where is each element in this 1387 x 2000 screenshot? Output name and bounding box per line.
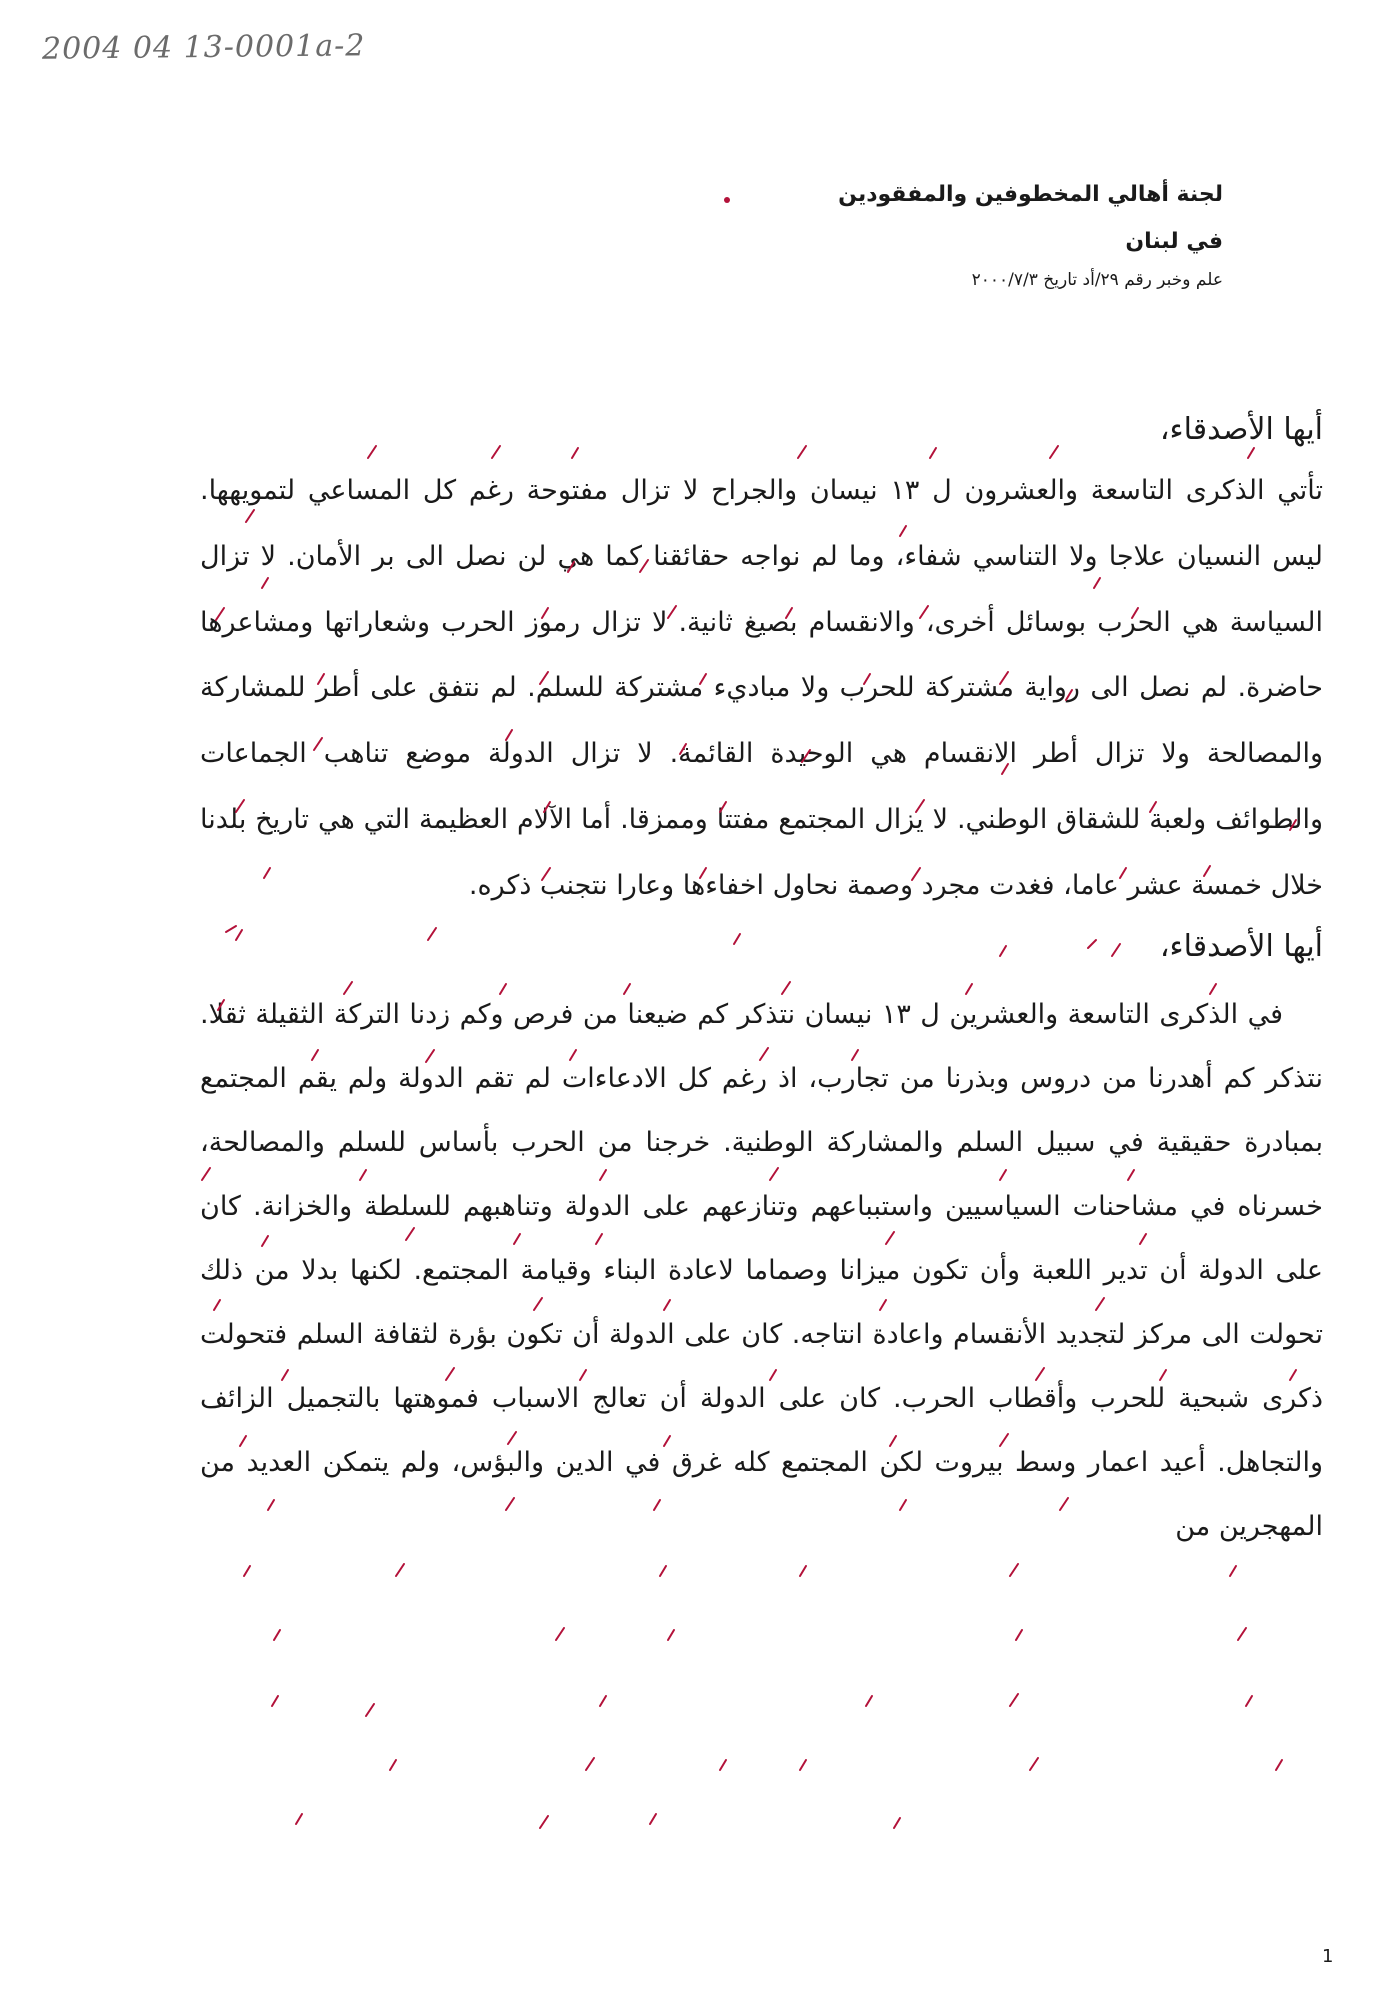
handwritten-archive-id: 2004 04 13-0001a-2 <box>41 28 366 67</box>
red-ink-dot <box>724 197 730 203</box>
page-number: 1 <box>1322 1946 1334 1967</box>
letterhead <box>838 182 1223 290</box>
organization-name: لجنة أهالي المخطوفين والمفقودين <box>838 182 1223 207</box>
paragraph-first: تأتي الذكرى التاسعة والعشرون ل ١٣ نيسان والجراح لا تزال مفتوحة رغم كل المساعي لتمويهها. ليس النسيان علاجا ولا التناسي شفاء، وما لم نواجه حقائقنا كما هي لن نصل الى بر الأمان. لا تزال السياسة هي الحرب بوسائل أخرى، والانقسام بصيغ ثانية. لا تزال رموز الحرب وشعاراتها ومشاعرها حاضرة. لم نصل الى رواية مشتركة للحرب ولا مباديء مشتركة للسلم. لم نتفق على أطر للمشاركة والمصالحة ولا تزال أطر الانقسام هي الوحيدة القائمة. لا تزال الدولة موضع تناهب الجماعات والطوائف ولعبة للشقاق الوطني. لا يزال المجتمع مفتتا وممزقا. أما الآلام العظيمة التي هي تاريخ بلدنا خلال خمسة عشر عاما، فغدت مجرد وصمة نحاول اخفاءها وعارا نتجنب ذكره. <box>200 475 1323 901</box>
salutation-second: أيها الأصدقاء، <box>1159 928 1323 964</box>
paragraph-second: في الذكرى التاسعة والعشرين ل ١٣ نيسان نتذكر كم ضيعنا من فرص وكم زدنا التركة الثقيلة ثقلا. نتذكر كم أهدرنا من دروس وبذرنا من تجارب، اذ رغم كل الادعاءات لم تقم الدولة ولم يقم المجتمع بمبادرة حقيقية في سبيل السلم والمشاركة الوطنية. خرجنا من الحرب بأساس للسلم والمصالحة، خسرناه في مشاحنات السياسيين واستبباعهم وتنازعهم على الدولة وتناهبهم للسلطة والخزانة. كان على الدولة أن تدير اللعبة وأن تكون ميزانا وصماما لاعادة البناء وقيامة المجتمع. لكنها بدلا من ذلك تحولت الى مركز لتجديد الأنقسام واعادة انتاجه. كان على الدولة أن تكون بؤرة لثقافة السلم فتحولت ذكرى شبحية للحرب وأقطاب الحرب. كان على الدولة أن تعالج الاسباب فموهتها بالتجميل الزائف والتجاهل. أعيد اعمار وسط بيروت لكن المجتمع كله غرق في الدين والبؤس، ولم يتمكن العديد من المهجرين من <box>200 998 1323 1542</box>
registration-reference: علم وخبر رقم ٢٩/أد تاريخ ٢٠٠٠/٧/٣ <box>971 270 1223 290</box>
salutation-first: أيها الأصدقاء، <box>1159 412 1323 447</box>
organization-country: في لبنان <box>1125 229 1223 254</box>
letter-body <box>200 402 1323 1559</box>
